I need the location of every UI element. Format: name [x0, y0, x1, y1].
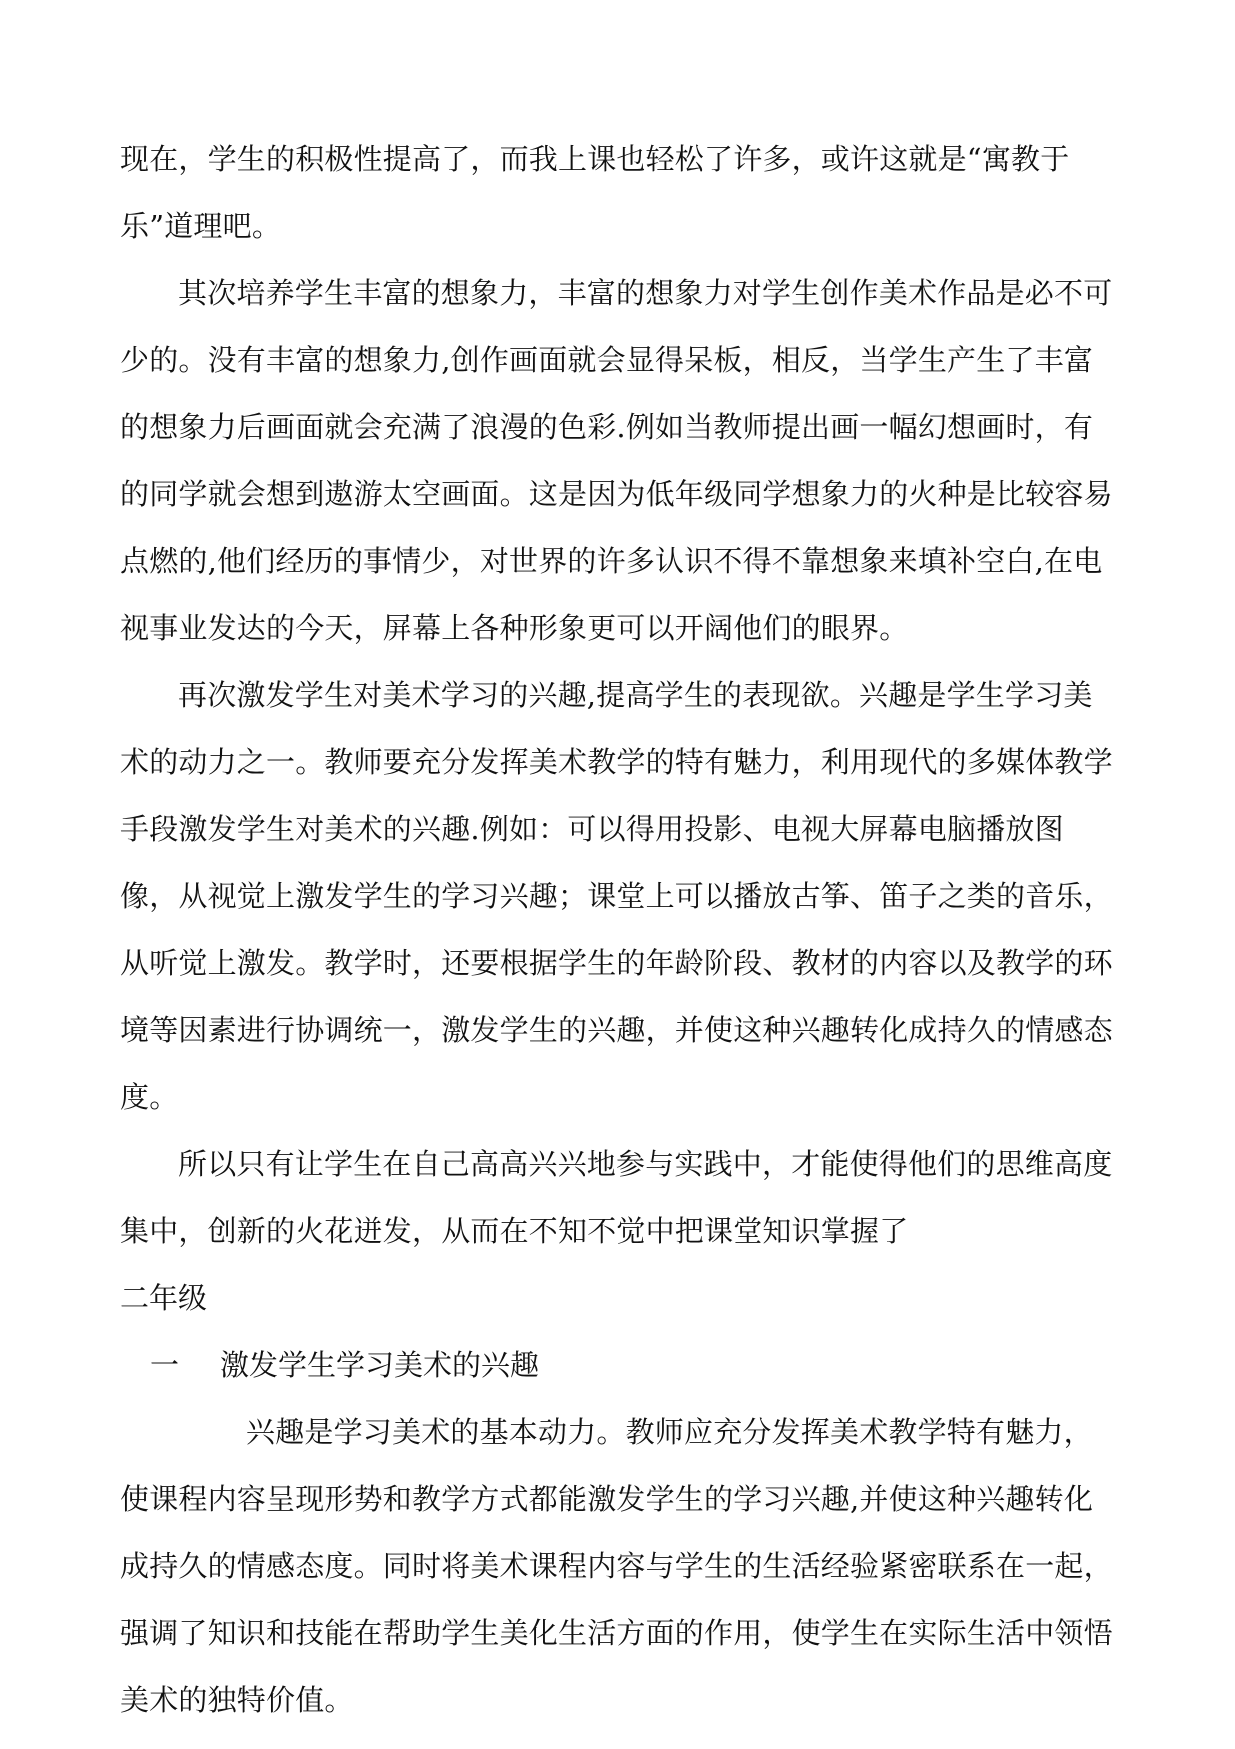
section-label: 二年级 [120, 1281, 208, 1315]
numbered-heading [120, 1332, 1120, 1399]
paragraph-4: 所以只有让学生在自己高高兴兴地参与实践中，才能使得他们的思维高度集中，创新的火花迸发，从而在不知不觉中把课堂知识掌握了 [120, 1147, 1113, 1248]
paragraph-1: 现在，学生的积极性提高了，而我上课也轻松了许多，或许这就是“寓教于乐”道理吧。 [120, 142, 1070, 243]
paragraph-2: 其次培养学生丰富的想象力，丰富的想象力对学生创作美术作品是必不可少的。没有丰富的想象力,创作画面就会显得呆板，相反，当学生产生了丰富的想象力后画面就会充满了浪漫的色彩.例如当教师提出画一幅幻想画时，有的同学就会想到遨游太空画面。这是因为低年级同学想象力的火种是比较容易点燃的,他们经历的事情少，对世界的许多认识不得不靠想象来填补空白,在电视事业发达的今天，屏幕上各种形象更可以开阔他们的眼界。 [120, 276, 1113, 645]
document-body [120, 126, 1120, 1734]
heading-number: 一 [150, 1348, 180, 1382]
paragraph-3: 再次激发学生对美术学习的兴趣,提高学生的表现欲。兴趣是学生学习美术的动力之一。教师要充分发挥美术教学的特有魅力，利用现代的多媒体教学手段激发学生对美术的兴趣.例如：可以得用投影、电视大屏幕电脑播放图像，从视觉上激发学生的学习兴趣；课堂上可以播放古筝、笛子之类的音乐，从听觉上激发。教学时，还要根据学生的年龄阶段、教材的内容以及教学的环境等因素进行协调统一，激发学生的兴趣，并使这种兴趣转化成持久的情感态度。 [120, 678, 1113, 1114]
heading-title: 激发学生学习美术的兴趣 [220, 1348, 540, 1382]
item-paragraph: 兴趣是学习美术的基本动力。教师应充分发挥美术教学特有魅力，使课程内容呈现形势和教学方式都能激发学生的学习兴趣,并使这种兴趣转化成持久的情感态度。同时将美术课程内容与学生的生活经验紧密联系在一起，强调了知识和技能在帮助学生美化生活方面的作用，使学生在实际生活中领悟美术的独特价值。 [120, 1415, 1113, 1717]
